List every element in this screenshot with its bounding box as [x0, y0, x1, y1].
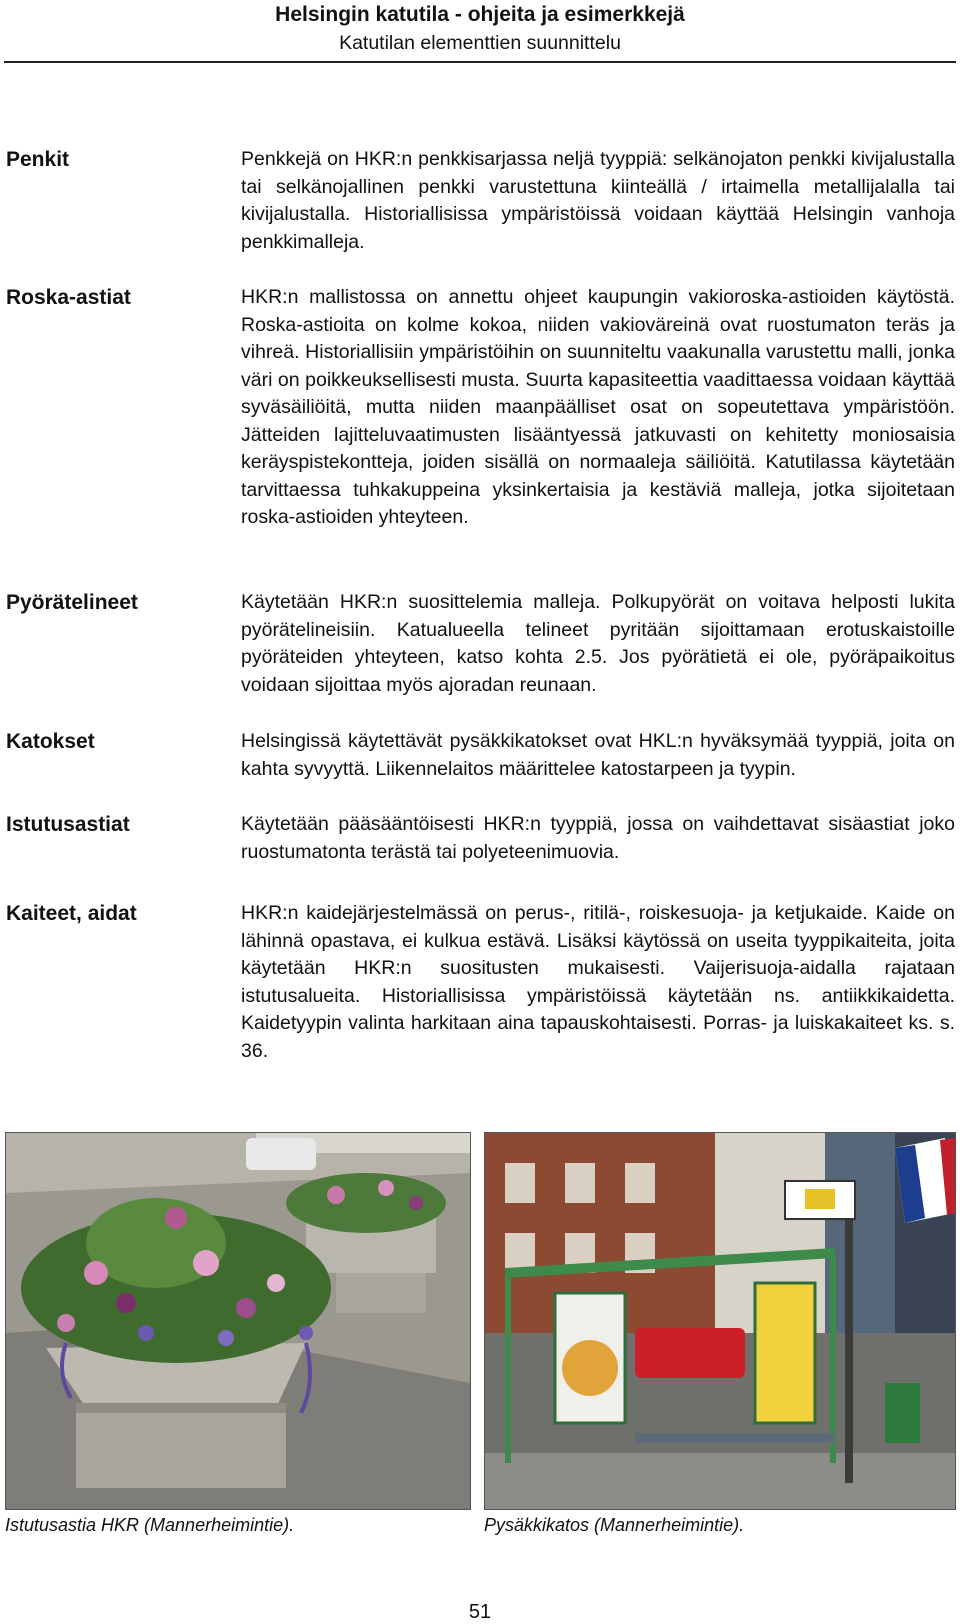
photo-bus-shelter: [484, 1132, 956, 1510]
section-label-roska-astiat: Roska-astiat: [6, 286, 131, 309]
page-number: 51: [468, 1601, 492, 1623]
section-text-kaiteet-aidat: HKR:n kaidejärjestelmässä on perus-, ritilä-, roiskesuoja- ja ketjukaide. Kaide on lähinnä opastava, ei kulkua estävä. Lisäksi käytössä on useita tyyppikaiteita, joita käytetään HKR:n suositusten mukaisesti. Vaijerisuoja-aidalla rajataan istutusalueita. Historiallisissa ympäristöissä käytetään ns. antiikkikaidetta. Kaidetyypin valinta harkitaan aina tapauskohtaisesti. Porras- ja luiskakaiteet ks. s. 36.: [241, 902, 955, 1062]
section-label-istutusastiat: Istutusastiat: [6, 813, 130, 836]
document-subtitle: Katutilan elementtien suunnittelu: [339, 32, 621, 54]
section-text-katokset: Helsingissä käytettävät pysäkkikatokset ovat HKL:n hyväksymää tyyppiä, joita on kahta syvyyttä. Liikennelaitos määrittelee katostarpeen ja tyypin.: [241, 730, 955, 780]
photo-caption-planter: Istutusastia HKR (Mannerheimintie).: [5, 1515, 295, 1535]
header-divider: [4, 61, 956, 63]
section-text-istutusastiat: Käytetään pääsääntöisesti HKR:n tyyppiä, jossa on vaihdettavat sisäastiat joko ruostumatonta terästä tai polyeteenimuovia.: [241, 813, 955, 863]
section-label-pyoratelineet: Pyörätelineet: [6, 591, 138, 614]
document-title: Helsingin katutila - ohjeita ja esimerkkejä: [275, 3, 685, 26]
section-text-roska-astiat: HKR:n mallistossa on annettu ohjeet kaupungin vakioroska-astioiden käytöstä. Roska-astioita on kolme kokoa, niiden vakioväreinä ovat ruostumaton teräs ja vihreä. Historiallisiin ympäristöihin on suunniteltu vaakunalla varustettu malli, jonka väri on poikkeuksellisesti musta. Suurta kapasiteettia vaadittaessa voidaan käyttää syväsäiliöitä, mutta niiden maanpäälliset osat on sopeutettava ympäristöön. Jätteiden lajitteluvaatimusten lisääntyessä jatkuvasti on kehitetty moniosaisia keräyspistekontteja, joiden sisällä on normaaleja säiliöitä. Katutilassa käytetään tarvittaessa tuhkakuppeina yksinkertaisia ja kestäviä malleja, jotka sijoitetaan roska-astioiden yhteyteen.: [241, 286, 955, 528]
photo-planter: [5, 1132, 471, 1510]
section-label-katokset: Katokset: [6, 730, 95, 753]
section-text-pyoratelineet: Käytetään HKR:n suosittelemia malleja. Polkupyörät on voitava helposti lukita pyörätelineisiin. Katualueella telineet pyritään sijoittamaan erotuskaistoille pyöräteiden yhteyteen, katso kohta 2.5. Jos pyörätietä ei ole, pyöräpaikoitus voidaan sijoittaa myös ajoradan reunaan.: [241, 591, 955, 696]
section-text-penkit: Penkkejä on HKR:n penkkisarjassa neljä tyyppiä: selkänojaton penkki kivijalustalla tai selkänojallinen penkki varustettuna kiinteällä / irtaimella metallijalalla tai kivijalustalla. Historiallisissa ympäristöissä voidaan käyttää Helsingin vanhoja penkkimalleja.: [241, 148, 955, 253]
section-label-penkit: Penkit: [6, 148, 70, 171]
photo-caption-bus-shelter: Pysäkkikatos (Mannerheimintie).: [484, 1515, 745, 1535]
section-label-kaiteet-aidat: Kaiteet, aidat: [6, 902, 137, 925]
